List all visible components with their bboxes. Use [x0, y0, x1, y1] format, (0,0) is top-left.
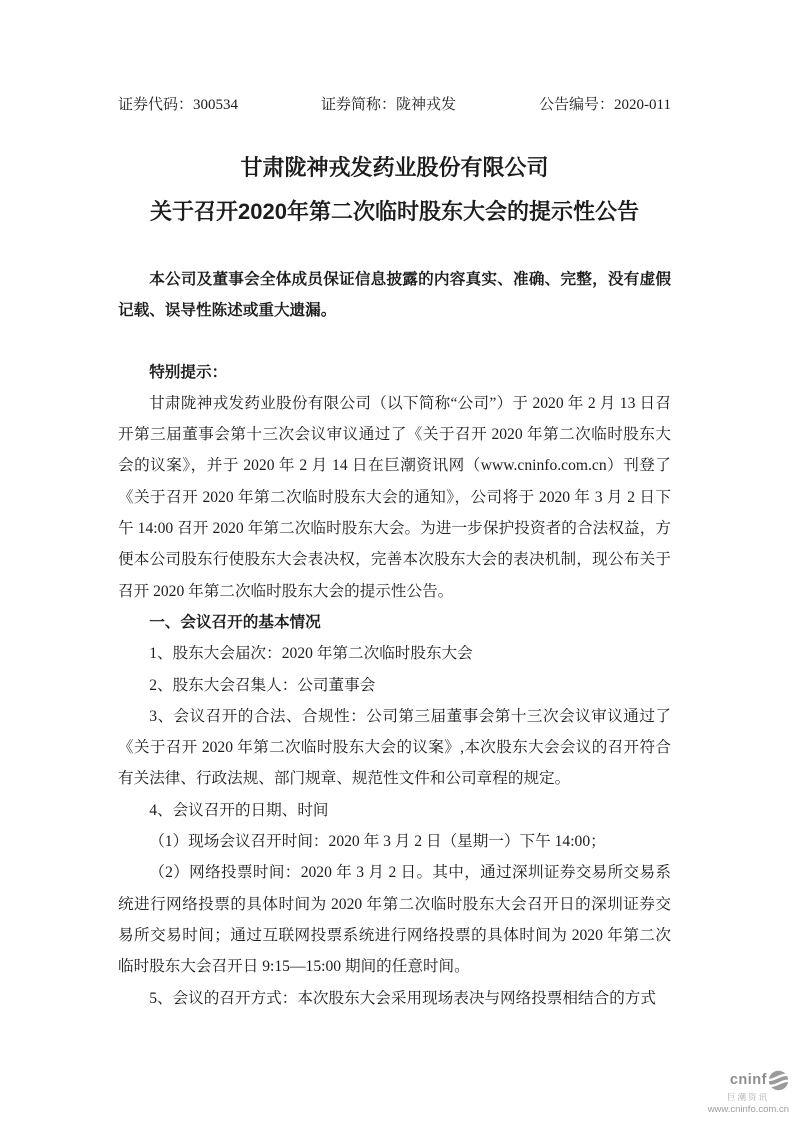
cninfo-chinese-label: 巨潮资讯 [726, 1092, 769, 1102]
cninfo-brand-row [695, 1070, 789, 1091]
special-notice-label: 特别提示： [149, 363, 228, 381]
document-meta-row [118, 95, 671, 115]
cninfo-url: www.cninfo.com.cn [707, 1103, 789, 1115]
declaration-paragraph: 本公司及董事会全体成员保证信息披露的内容真实、准确、完整，没有虚假记载、误导性陈述或重大遗漏。 [118, 271, 671, 320]
document-body [118, 357, 671, 1014]
announcement-number: 公告编号：2020-011 [539, 97, 671, 113]
stock-short-name: 证券简称：陇神戎发 [321, 97, 457, 113]
list-item-legality: 3、会议召开的合法、合规性：公司第三届董事会第十三次会议审议通过了《关于召开 2020 年第二次临时股东大会的议案》,本次股东大会会议的召开符合有关法律、行政法规、部门规章、规范性文件和公司章程的规定。 [118, 707, 671, 788]
announcement-title: 关于召开2020年第二次临时股东大会的提示性公告 [150, 199, 639, 224]
cninfo-watermark [695, 1070, 789, 1114]
list-item-meeting-session: 1、股东大会届次：2020 年第二次临时股东大会 [149, 645, 473, 663]
company-title: 甘肃陇神戎发药业股份有限公司 [240, 155, 549, 180]
cninfo-brand-text: cninf [729, 1072, 767, 1089]
list-item-convener: 2、股东大会召集人：公司董事会 [149, 676, 376, 694]
cninfo-swirl-icon [768, 1070, 789, 1091]
stock-code: 证券代码：300534 [118, 97, 239, 113]
list-item-meeting-method: 5、会议的召开方式：本次股东大会采用现场表决与网络投票相结合的方式 [149, 989, 656, 1007]
section-one-heading: 一、会议召开的基本情况 [149, 613, 321, 631]
special-notice-paragraph: 甘肃陇神戎发药业股份有限公司（以下简称“公司”）于 2020 年 2 月 13 日召开第三届董事会第十三次会议审议通过了《关于召开 2020 年第二次临时股东大会的议案》，并于 2020 年 2 月 14 日在巨潮资讯网（www.cninfo.com.cn）刊登了《关于召开 2020 年第二次临时股东大会的通知》，公司将于 2020 年 3 月 2 日下午 14:00 召开 2020 年第二次临时股东大会。为进一步保护投资者的合法权益，方便本公司股东行使股东大会表决权，完善本次股东大会的表决机制，现公布关于召开 2020 年第二次临时股东大会的提示性公告。 [118, 394, 671, 600]
list-item-date-time: 4、会议召开的日期、时间 [149, 801, 329, 819]
list-item-onsite-time: （1）现场会议召开时间：2020 年 3 月 2 日（星期一）下午 14:00； [149, 833, 606, 851]
list-item-online-voting-time: （2）网络投票时间：2020 年 3 月 2 日。其中，通过深圳证券交易所交易系统进行网络投票的具体时间为 2020 年第二次临时股东大会召开日的深圳证券交易所交易时间；通过互联网投票系统进行网络投票的具体时间为 2020 年第二次临时股东大会召开日 9:15—15:00 期间的任意时间。 [118, 864, 671, 976]
